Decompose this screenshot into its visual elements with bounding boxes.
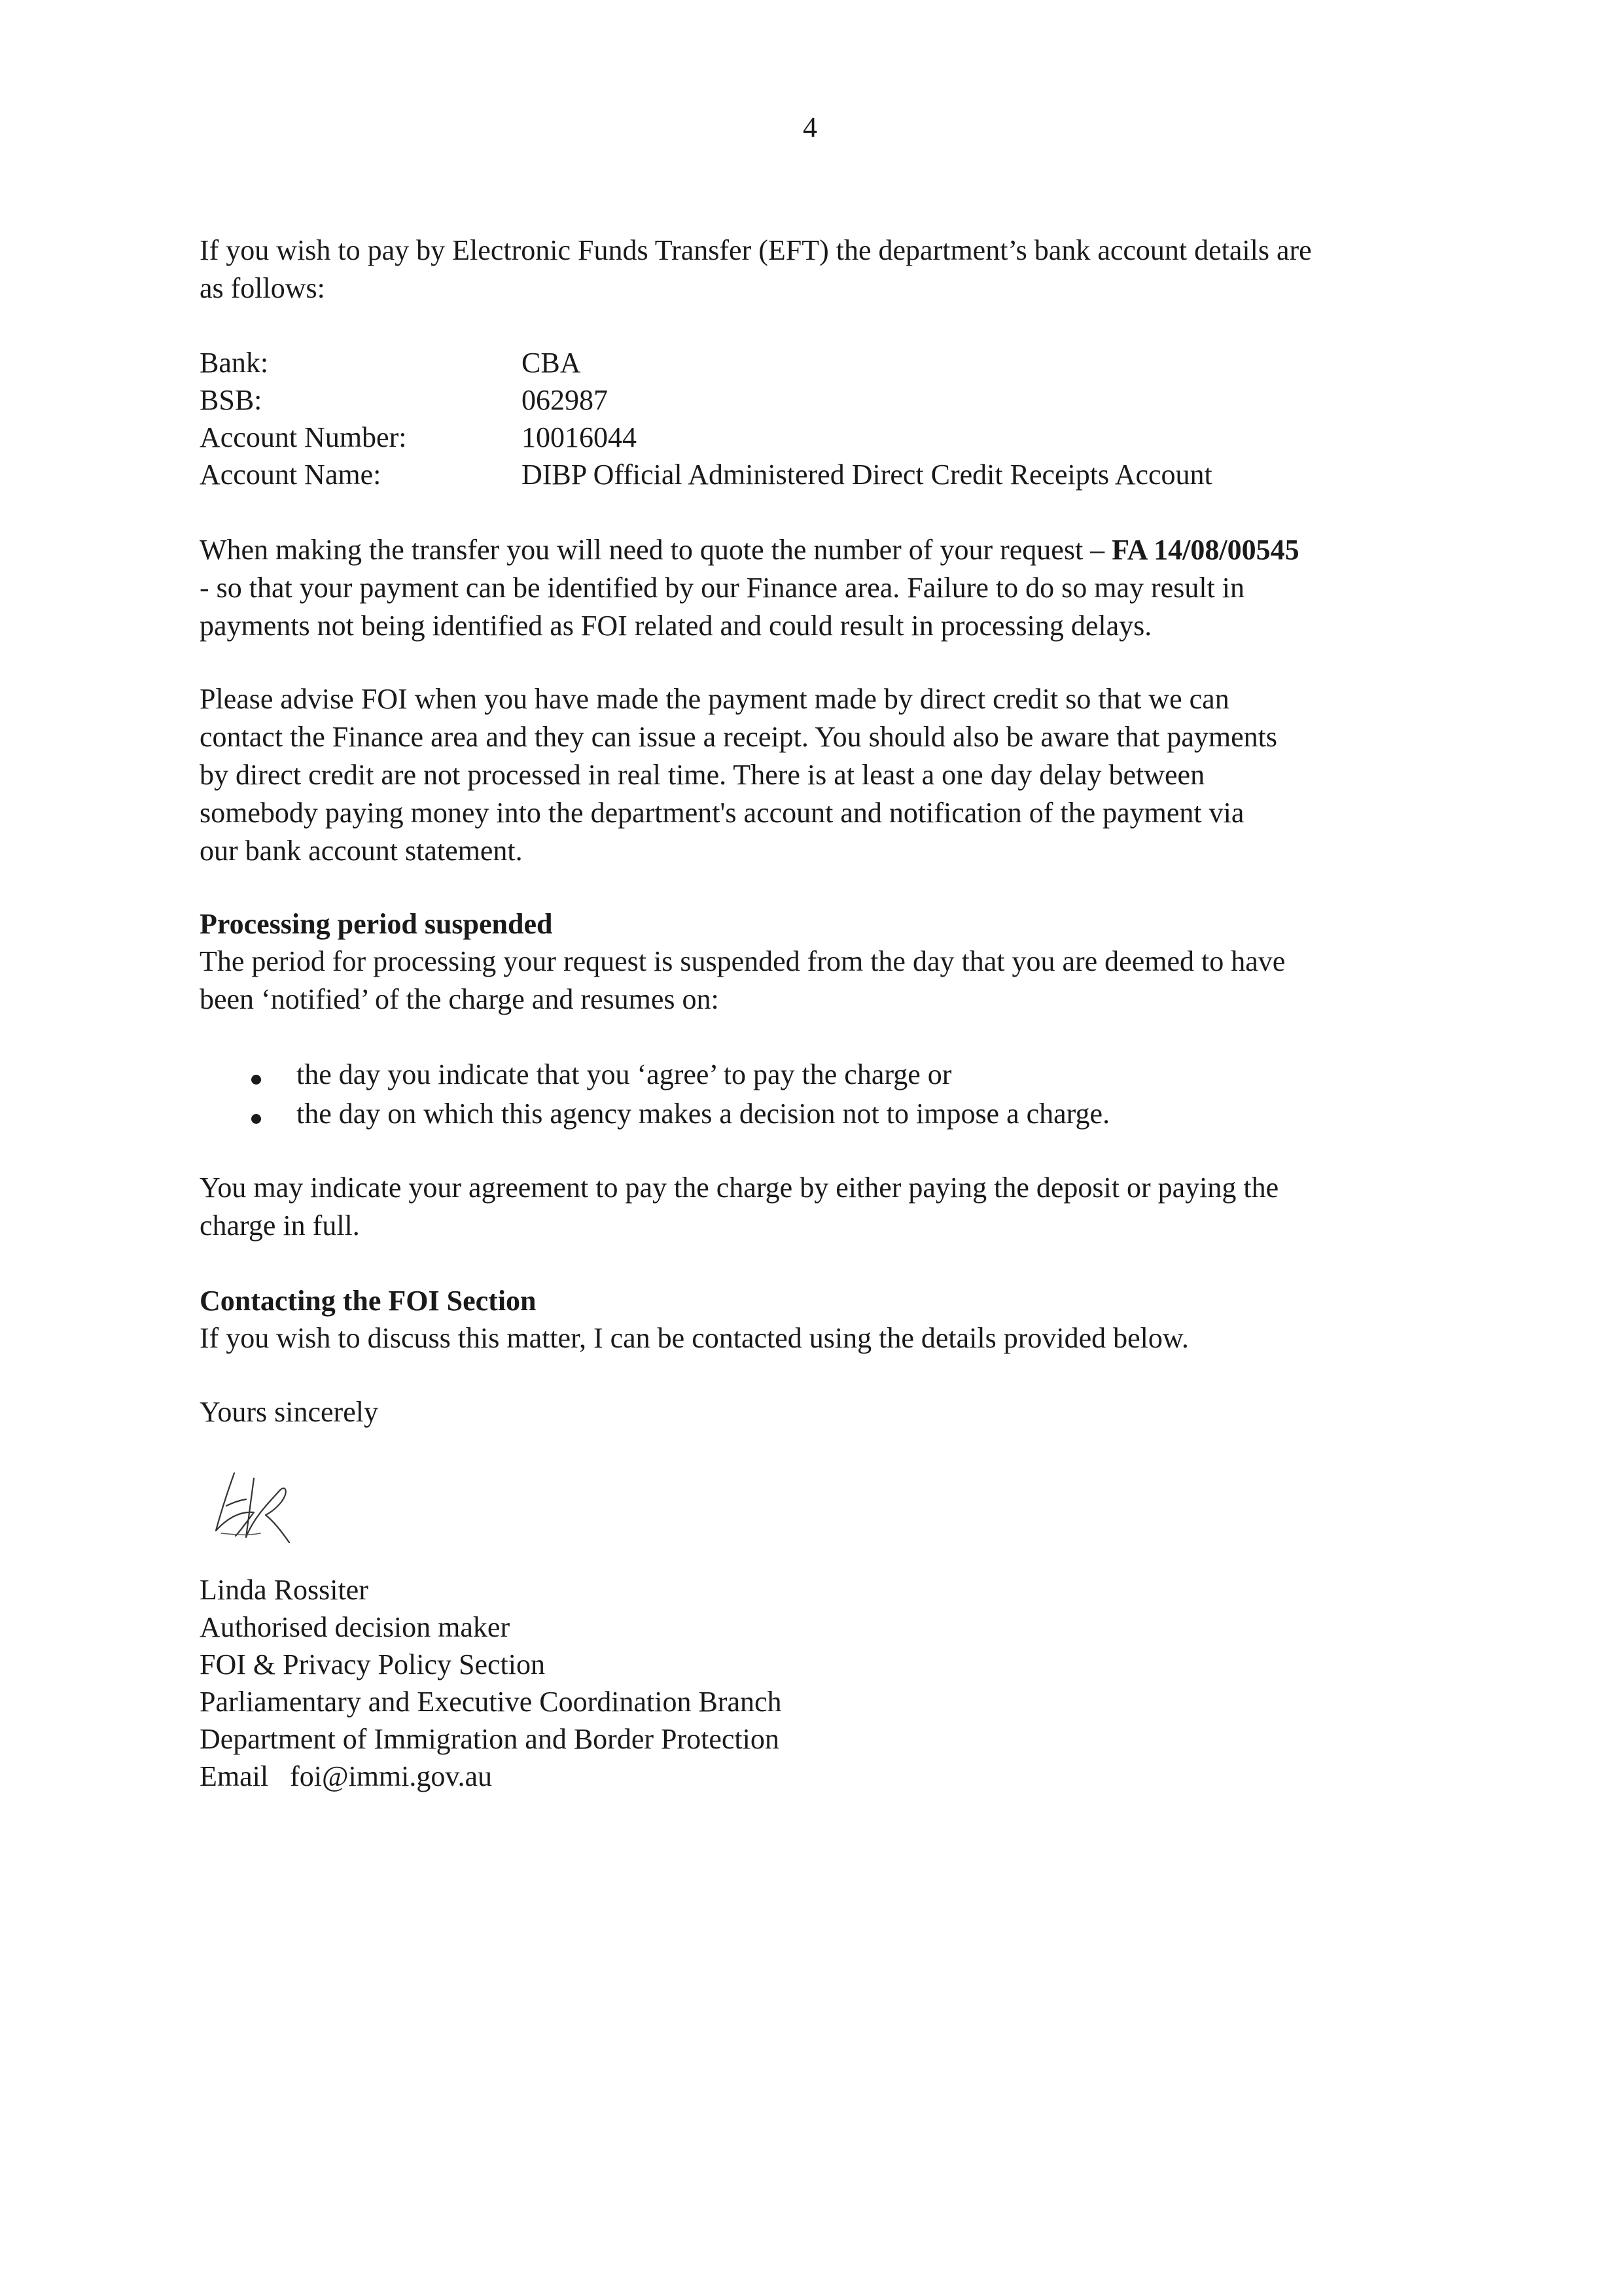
transfer-line-text: When making the transfer you will need to quote the number of your request – (200, 534, 1112, 566)
bullet-item: the day you indicate that you ‘agree’ to pay the charge or (296, 1058, 952, 1090)
processing-heading: Processing period suspended (200, 908, 553, 940)
advise-line: somebody paying money into the department's account and notification of the payment via (200, 797, 1244, 829)
account-number-value: 10016044 (521, 421, 637, 453)
advise-line: Please advise FOI when you have made the payment made by direct credit so that we can (200, 683, 1229, 715)
bullet-dot (251, 1075, 261, 1085)
processing-line: The period for processing your request is suspended from the day that you are deemed to have (200, 945, 1286, 977)
processing-line: been ‘notified’ of the charge and resumes on: (200, 983, 719, 1015)
transfer-line: - so that your payment can be identified by our Finance area. Failure to do so may result in (200, 572, 1244, 604)
bank-label: Bank: (200, 347, 269, 379)
contacting-paragraph: If you wish to discuss this matter, I can be contacted using the details provided below. (200, 1322, 1189, 1354)
closing-text: Yours sincerely (200, 1396, 378, 1428)
transfer-paragraph (200, 531, 1508, 645)
eft-intro-paragraph (200, 232, 1508, 307)
bullet-item: the day on which this agency makes a decision not to impose a charge. (296, 1098, 1110, 1130)
page-number: 4 (803, 111, 817, 143)
processing-paragraph (200, 943, 1508, 1018)
bank-value: CBA (521, 347, 581, 379)
advise-line: by direct credit are not processed in real time. There is at least a one day delay between (200, 759, 1205, 791)
handwritten-signature (208, 1465, 306, 1550)
agreement-line: You may indicate your agreement to pay the charge by either paying the deposit or paying the (200, 1172, 1279, 1204)
account-number-label: Account Number: (200, 421, 407, 453)
signatory-name: Linda Rossiter (200, 1574, 368, 1606)
bsb-value: 062987 (521, 384, 608, 416)
advise-line: contact the Finance area and they can issue a receipt. You should also be aware that payments (200, 721, 1277, 753)
bullet-dot (251, 1114, 261, 1124)
eft-intro-line: If you wish to pay by Electronic Funds Transfer (EFT) the department’s bank account details are (200, 234, 1312, 266)
agreement-line: charge in full. (200, 1209, 360, 1242)
signatory-email: Email foi@immi.gov.au (200, 1760, 493, 1792)
signatory-department: Department of Immigration and Border Protection (200, 1723, 779, 1755)
signatory-title: Authorised decision maker (200, 1611, 510, 1643)
request-number: FA 14/08/00545 (1112, 534, 1299, 566)
account-name-value: DIBP Official Administered Direct Credit Receipts Account (521, 459, 1212, 491)
agreement-paragraph (200, 1169, 1508, 1245)
account-name-label: Account Name: (200, 459, 381, 491)
transfer-line: payments not being identified as FOI related and could result in processing delays. (200, 610, 1152, 642)
advise-line: our bank account statement. (200, 835, 523, 867)
transfer-line (200, 531, 1508, 569)
bsb-label: BSB: (200, 384, 262, 416)
eft-intro-line: as follows: (200, 272, 325, 304)
contacting-heading: Contacting the FOI Section (200, 1285, 537, 1317)
advise-paragraph (200, 680, 1508, 870)
signatory-section: FOI & Privacy Policy Section (200, 1648, 545, 1680)
signatory-branch: Parliamentary and Executive Coordination Branch (200, 1686, 782, 1718)
